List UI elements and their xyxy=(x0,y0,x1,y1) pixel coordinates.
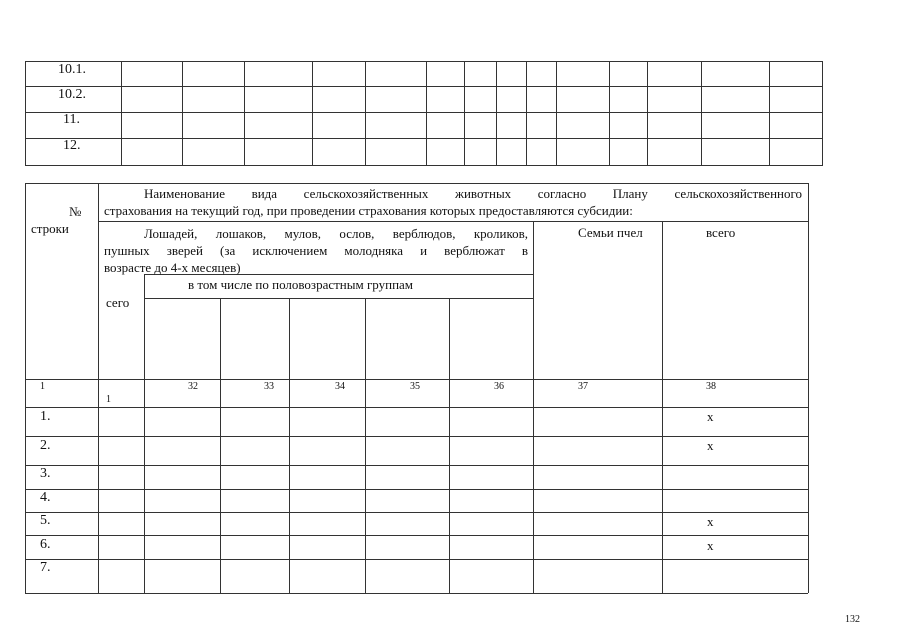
total-header: всего xyxy=(706,225,736,240)
table-row-mark: х xyxy=(707,438,714,453)
main-caption-line1: Наименование вида сельскохозяйственных животных согласно Плану сельскохозяйственного xyxy=(144,186,802,201)
top-row-label: 10.1. xyxy=(58,62,86,77)
row-number-header-label: строки xyxy=(31,221,69,236)
vsego-fragment: сего xyxy=(106,295,130,310)
horses-caption-line1: Лошадей, лошаков, мулов, ослов, верблюдов, кроликов, xyxy=(144,226,528,241)
table-row-number: 6. xyxy=(40,537,51,552)
page-number: 132 xyxy=(845,614,860,625)
horses-caption-line3: возрасте до 4-х месяцев) xyxy=(104,260,241,275)
subgroup-header: в том числе по половозрастным группам xyxy=(188,277,414,292)
bees-header: Семьи пчел xyxy=(578,225,643,240)
table-row-number: 5. xyxy=(40,513,51,528)
column-number: 32 xyxy=(188,381,198,392)
column-number: 1 xyxy=(106,394,111,405)
top-row-label: 10.2. xyxy=(58,87,86,102)
column-number: 1 xyxy=(40,381,45,392)
table-row-mark: х xyxy=(707,514,714,529)
column-number: 38 xyxy=(706,381,716,392)
table-row-number: 3. xyxy=(40,466,51,481)
table-row-number: 2. xyxy=(40,438,51,453)
column-number: 35 xyxy=(410,381,420,392)
table-row-number: 4. xyxy=(40,490,51,505)
column-number: 36 xyxy=(494,381,504,392)
horses-caption-line2: пушных зверей (за исключением молодняка и верблюжат в xyxy=(104,243,528,258)
top-row-label: 12. xyxy=(63,138,81,153)
table-row-number: 7. xyxy=(40,560,51,575)
column-number: 37 xyxy=(578,381,588,392)
table-row-number: 1. xyxy=(40,409,51,424)
top-row-label: 11. xyxy=(63,112,80,127)
column-number: 33 xyxy=(264,381,274,392)
table-row-mark: х xyxy=(707,538,714,553)
main-caption-line2: страхования на текущий год, при проведении страхования которых предоставляются субсидии: xyxy=(104,203,633,218)
table-row-mark: х xyxy=(707,409,714,424)
column-number: 34 xyxy=(335,381,345,392)
row-number-header-symbol: № xyxy=(69,204,82,219)
